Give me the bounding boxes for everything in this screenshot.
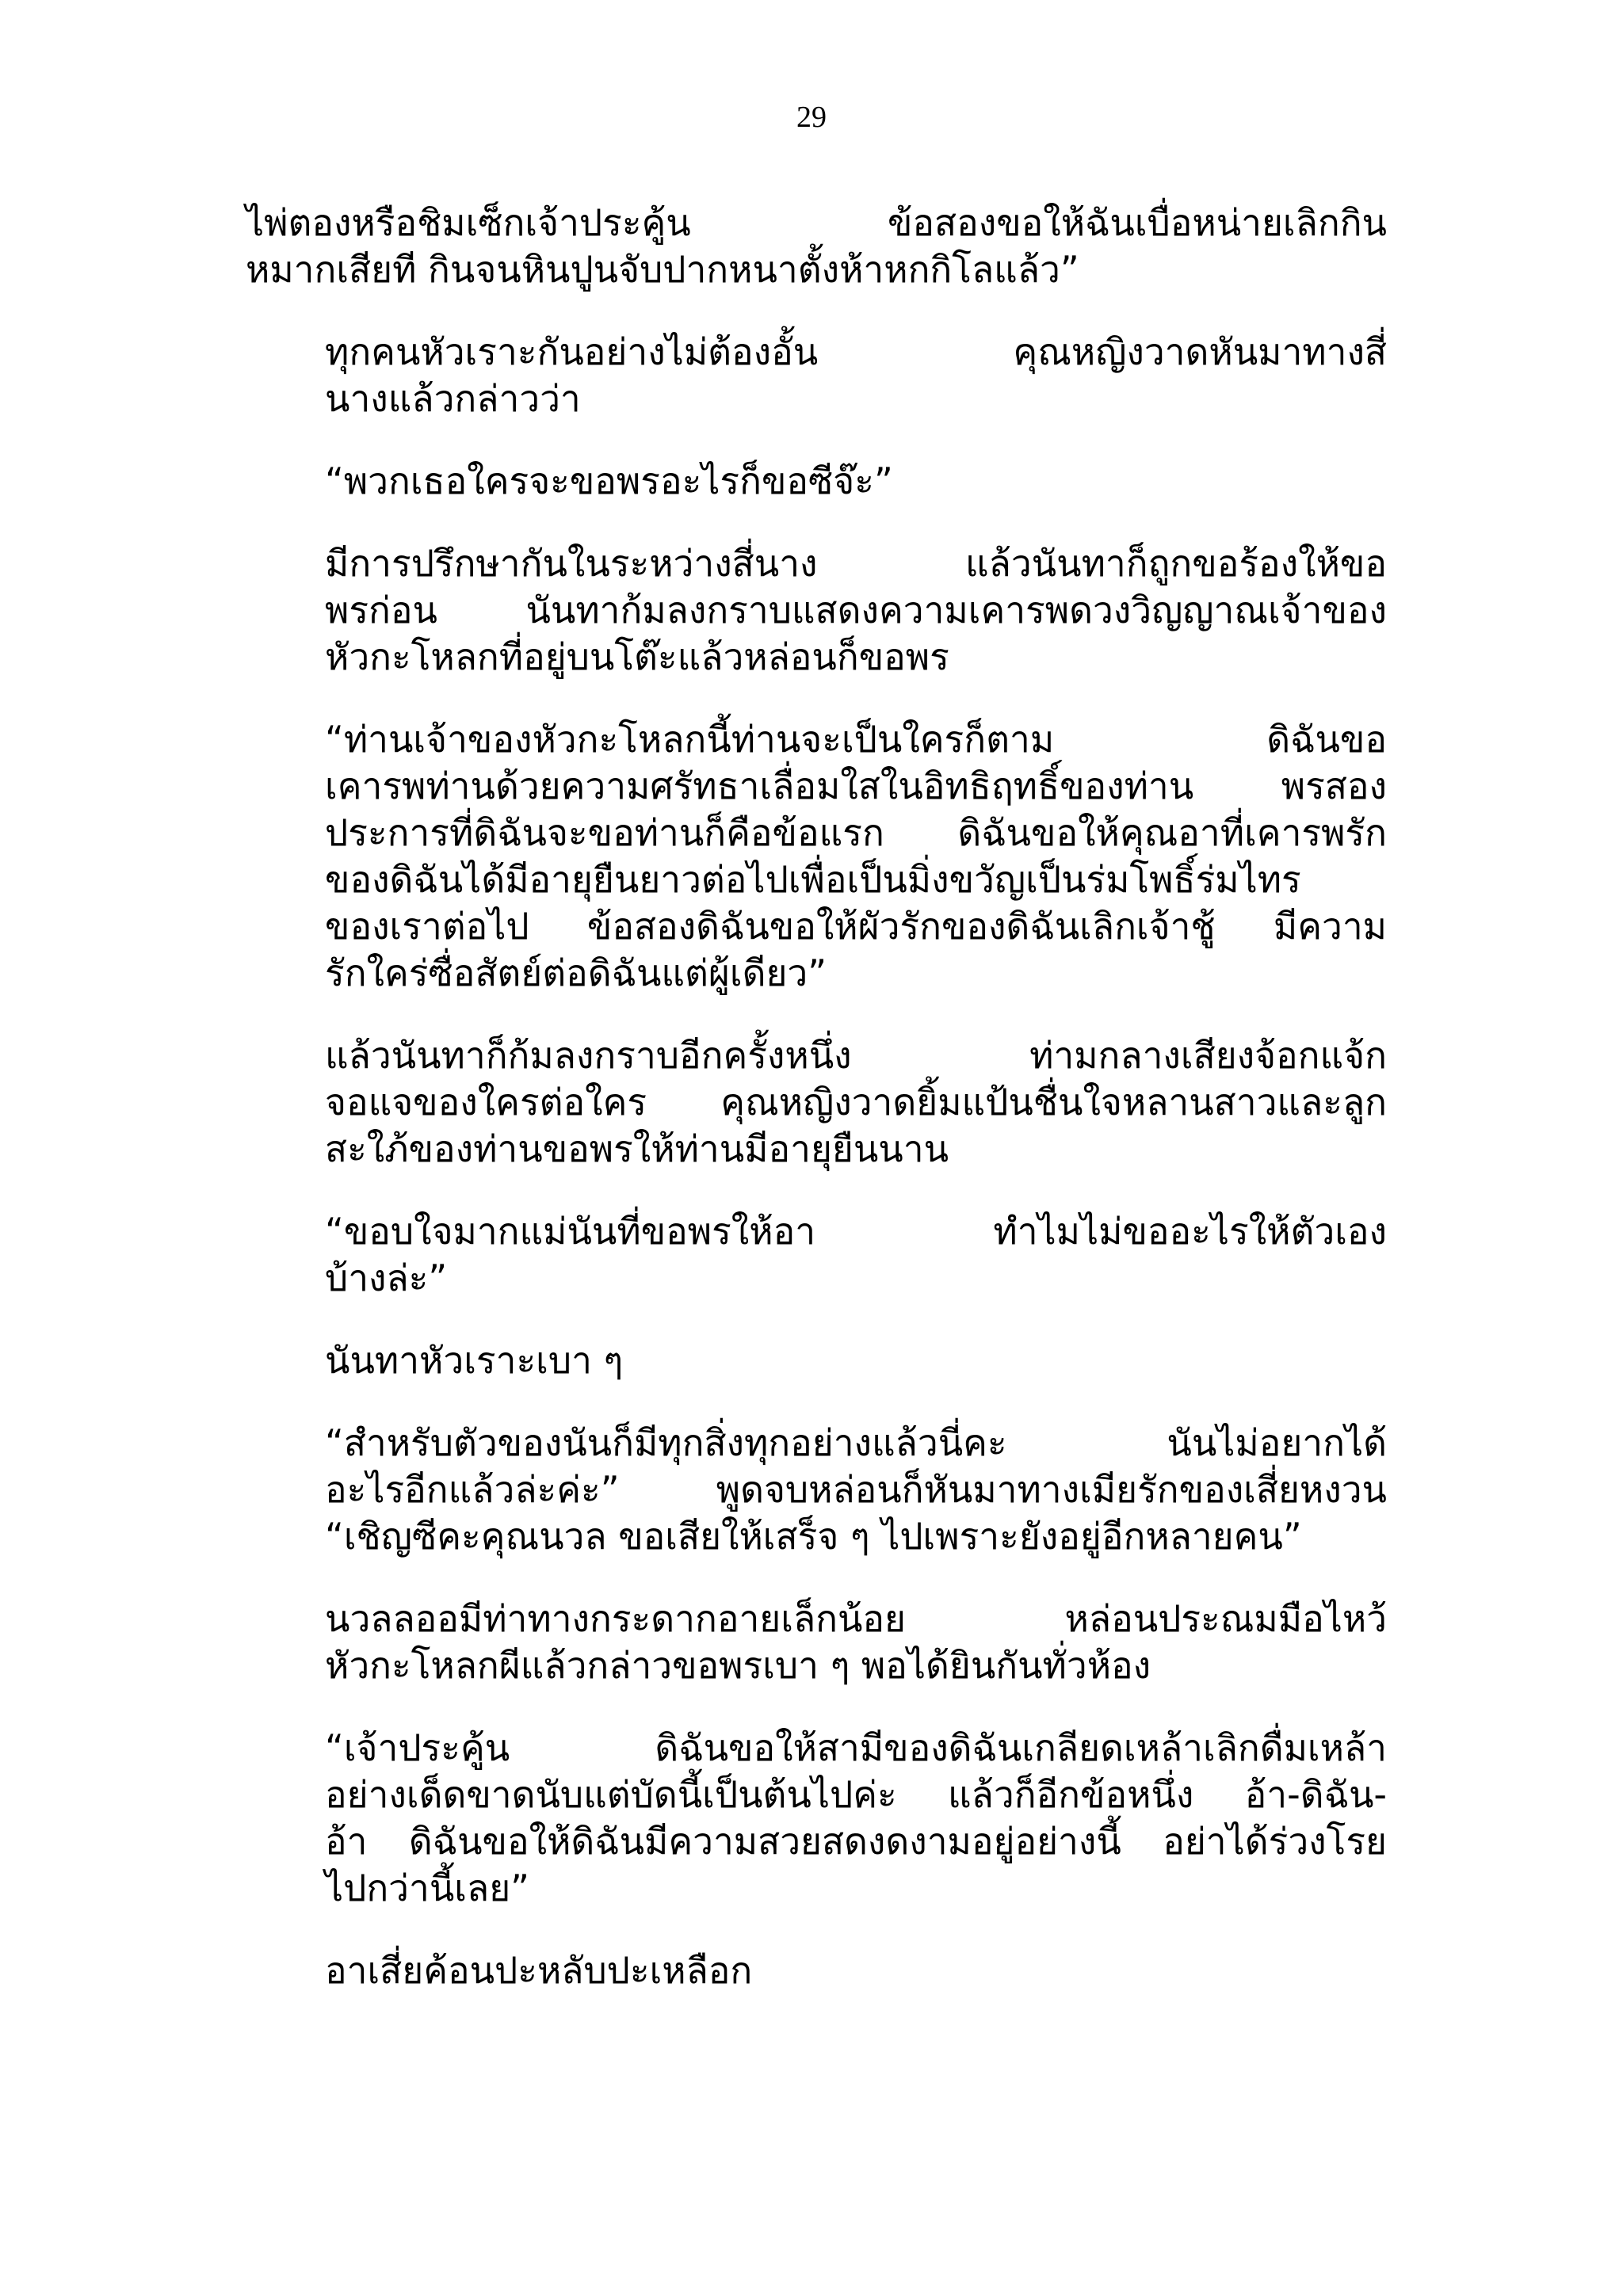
- text-line: สะใภ้ของท่านขอพรให้ท่านมีอายุยืนนาน: [325, 1127, 949, 1170]
- text-line: “เชิญซีคะคุณนวล ขอเสียให้เสร็จ ๆ ไปเพราะยังอยู่อีกหลายคน”: [325, 1515, 1302, 1558]
- paragraph: [246, 1947, 1387, 1994]
- text-line: นันทาหัวเราะเบา ๆ: [325, 1339, 624, 1382]
- text-line: ไปกว่านี้เลย”: [325, 1867, 529, 1909]
- text-line: ไพ่ตองหรือชิมเซ็กเจ้าประคู้น ข้อสองขอให้ฉันเบื่อหน่ายเลิกกิน: [246, 201, 1387, 244]
- text-line: นางแล้วกล่าวว่า: [325, 377, 581, 420]
- text-line: อย่างเด็ดขาดนับแต่บัดนี้เป็นต้นไปค่ะ แล้วก็อีกข้อหนึ่ง อ้า-ดิฉัน-: [325, 1773, 1387, 1816]
- paragraph: [246, 329, 1387, 422]
- page-number: 29: [796, 101, 827, 134]
- text-line: หมากเสียที กินจนหินปูนจับปากหนาตั้งห้าหกกิโลแล้ว”: [246, 248, 1079, 291]
- text-line: “สำหรับตัวของนันก็มีทุกสิ่งทุกอย่างแล้วนี่คะ นันไม่อยากได้: [325, 1421, 1387, 1464]
- paragraph: [246, 200, 1387, 293]
- text-line: อ้า ดิฉันขอให้ดิฉันมีความสวยสดงดงามอยู่อย่างนี้ อย่าได้ร่วงโรย: [325, 1820, 1387, 1863]
- text-line: จอแจของใครต่อใคร คุณหญิงวาดยิ้มแป้นชื่นใจหลานสาวและลูก: [325, 1081, 1387, 1123]
- text-line: แล้วนันทาก็ก้มลงกราบอีกครั้งหนึ่ง ท่ามกลางเสียงจ้อกแจ้ก: [325, 1034, 1387, 1077]
- text-line: หัวกะโหลกที่อยู่บนโต๊ะแล้วหล่อนก็ขอพร: [325, 635, 949, 678]
- text-line: อะไรอีกแล้วล่ะค่ะ” พูดจบหล่อนก็หันมาทางเมียรักของเสี่ยหงวน: [325, 1468, 1387, 1511]
- paragraph: [246, 540, 1387, 681]
- text-line: “ท่านเจ้าของหัวกะโหลกนี้ท่านจะเป็นใครก็ตาม ดิฉันขอ: [325, 718, 1387, 761]
- text-line: บ้างล่ะ”: [325, 1257, 448, 1299]
- paragraph: [246, 1725, 1387, 1912]
- text-line: พรก่อน นันทาก้มลงกราบแสดงความเคารพดวงวิญญาณเจ้าของ: [325, 589, 1387, 631]
- paragraph: [246, 1032, 1387, 1173]
- text-line: นวลลออมีท่าทางกระดากอายเล็กน้อย หล่อนประณมมือไหว้: [325, 1597, 1387, 1640]
- text-line: มีการปรึกษากันในระหว่างสี่นาง แล้วนันทาก็ถูกขอร้องให้ขอ: [325, 542, 1387, 585]
- text-line: “ขอบใจมากแม่นันที่ขอพรให้อา ทำไมไม่ขออะไรให้ตัวเอง: [325, 1210, 1387, 1253]
- paragraph: [246, 458, 1387, 505]
- paragraph: [246, 1337, 1387, 1384]
- page-body: [246, 200, 1387, 2030]
- text-line: หัวกะโหลกผีแล้วกล่าวขอพรเบา ๆ พอได้ยินกันทั่วห้อง: [325, 1644, 1151, 1687]
- text-line: อาเสี่ยค้อนปะหลับปะเหลือก: [325, 1949, 753, 1992]
- paragraph: [246, 1596, 1387, 1689]
- text-line: “พวกเธอใครจะขอพรอะไรก็ขอซีจ๊ะ”: [325, 460, 893, 502]
- text-line: “เจ้าประคู้น ดิฉันขอให้สามีของดิฉันเกลียดเหล้าเลิกดื่มเหล้า: [325, 1726, 1387, 1769]
- paragraph: [246, 1208, 1387, 1302]
- paragraph: [246, 716, 1387, 997]
- paragraph: [246, 1420, 1387, 1560]
- text-line: ประการที่ดิฉันจะขอท่านก็คือข้อแรก ดิฉันขอให้คุณอาที่เคารพรัก: [325, 811, 1387, 854]
- text-line: เคารพท่านด้วยความศรัทธาเลื่อมใสในอิทธิฤทธิ์ของท่าน พรสอง: [325, 765, 1387, 807]
- text-line: ของดิฉันได้มีอายุยืนยาวต่อไปเพื่อเป็นมิ่งขวัญเป็นร่มโพธิ์ร่มไทร: [325, 858, 1301, 901]
- text-line: รักใคร่ซื่อสัตย์ต่อดิฉันแต่ผู้เดียว”: [325, 952, 827, 994]
- text-line: ของเราต่อไป ข้อสองดิฉันขอให้ผัวรักของดิฉันเลิกเจ้าชู้ มีความ: [325, 905, 1387, 948]
- text-line: ทุกคนหัวเราะกันอย่างไม่ต้องอั้น คุณหญิงวาดหันมาทางสี่: [325, 330, 1387, 373]
